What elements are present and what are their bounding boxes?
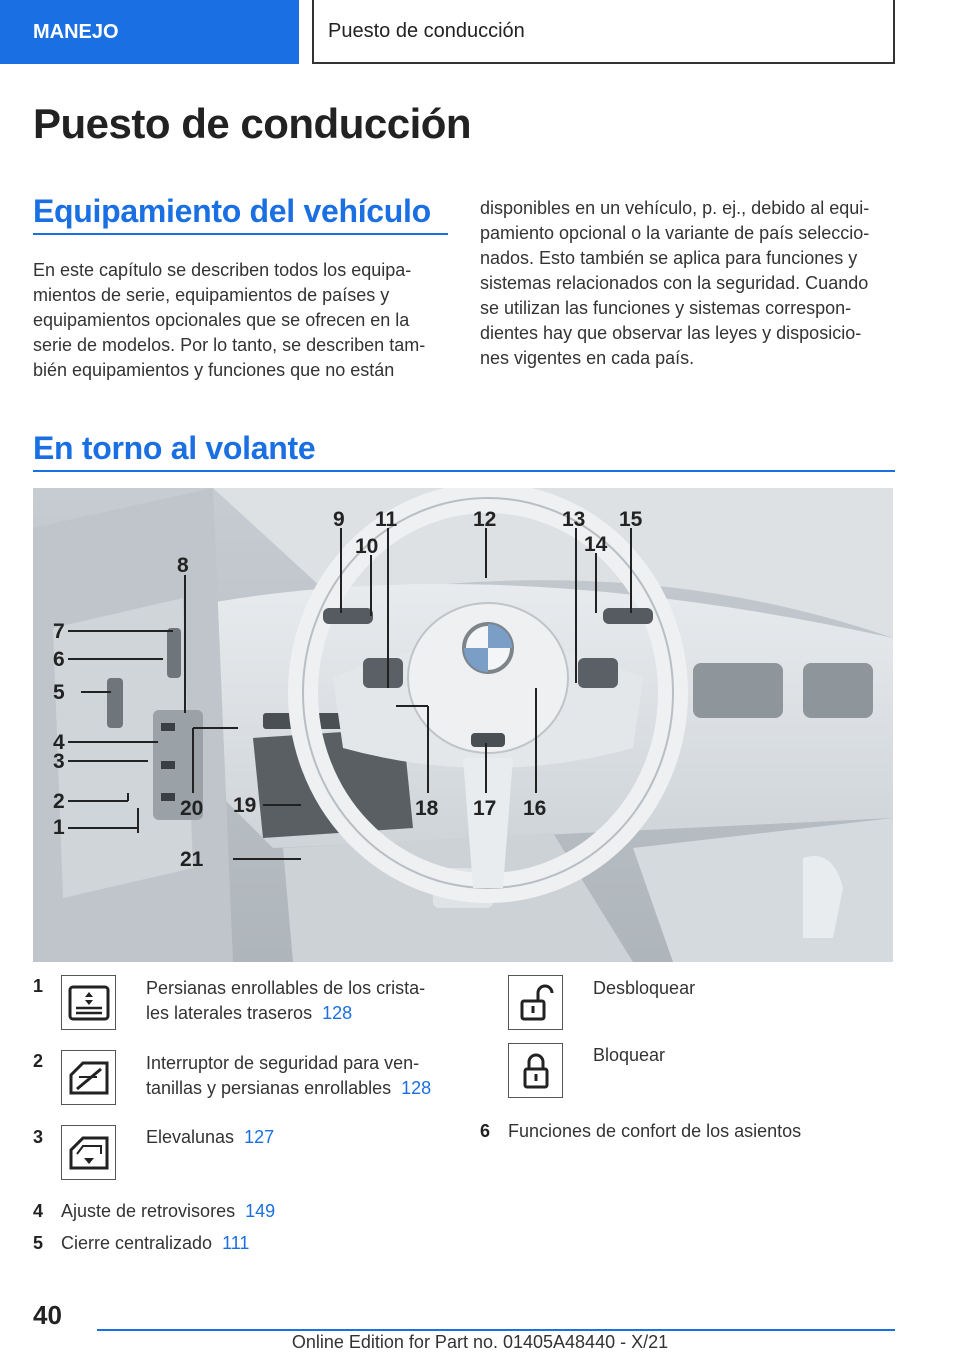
- legend-number: 5: [33, 1233, 44, 1253]
- legend-item-3: Elevalunas 127: [146, 1127, 275, 1147]
- page-reference-link[interactable]: 111: [222, 1233, 250, 1253]
- callout-5: 5: [53, 681, 65, 704]
- legend-item-4: Ajuste de retrovisores 149: [61, 1201, 276, 1221]
- legend-item-6: Funciones de confort de los asientos: [508, 1121, 802, 1141]
- callout-4: 4: [53, 731, 65, 754]
- callout-12: 12: [473, 508, 497, 531]
- legend-item-lock: Bloquear: [593, 1045, 666, 1065]
- equipment-paragraph-col1: En este capítulo se describen todos los equipa- mientos de serie, equipamientos de países y equipamientos opcionales que se ofrecen en la serie de modelos. Por lo tanto, se describen tam- bién equipamientos y funciones que no están: [33, 260, 426, 380]
- callout-3: 3: [53, 750, 65, 773]
- page-reference-link[interactable]: 128: [322, 1003, 353, 1023]
- section-title-steering: En torno al volante: [33, 430, 316, 466]
- callout-17: 17: [473, 797, 497, 820]
- section-title-equipment: Equipamiento del vehículo: [33, 193, 431, 229]
- power-window-icon: [61, 1125, 116, 1180]
- page-title: Puesto de conducción: [33, 100, 472, 147]
- unlock-icon: [508, 975, 563, 1030]
- lock-icon: [508, 1043, 563, 1098]
- section-rule: [33, 233, 448, 235]
- section-rule: [33, 470, 895, 472]
- legend-number: 2: [33, 1051, 44, 1071]
- callout-15: 15: [619, 508, 643, 531]
- equipment-paragraph-col2: disponibles en un vehículo, p. ej., debido al equi- pamiento opcional o la variante de país seleccio- nados. Esto también se aplica para funciones y sistemas relacionados con la seguridad. Cuando se utilizan las funciones y sistemas correspon- dientes hay que observar las leyes y disposicio- nes vigentes en cada país.: [480, 198, 870, 368]
- rear-blind-icon: [61, 975, 116, 1030]
- page-reference-link[interactable]: 127: [244, 1127, 275, 1147]
- legend-item-5: Cierre centralizado 111: [61, 1233, 250, 1253]
- footer-rule: [97, 1329, 895, 1331]
- callout-21: 21: [180, 848, 204, 871]
- section-tab: MANEJO: [0, 0, 299, 64]
- legend-number: 1: [33, 976, 44, 996]
- footer-edition: Online Edition for Part no. 01405A48440 - X/21: [291, 1332, 669, 1352]
- legend-item-2: Interruptor de seguridad para ven- tanillas y persianas enrollables 128: [146, 1053, 432, 1098]
- callout-7: 7: [53, 620, 65, 643]
- cockpit-illustration: [33, 488, 893, 962]
- callout-18: 18: [415, 797, 439, 820]
- callout-11: 11: [375, 508, 398, 531]
- callout-layer: [33, 488, 893, 962]
- window-safety-switch-icon: [61, 1050, 116, 1105]
- callout-20: 20: [180, 797, 204, 820]
- callout-2: 2: [53, 790, 65, 813]
- callout-8: 8: [177, 554, 189, 577]
- chapter-header: Puesto de conducción: [312, 0, 895, 64]
- legend-item-1: Persianas enrollables de los crista- les laterales traseros 128: [146, 978, 426, 1023]
- callout-14: 14: [584, 533, 608, 556]
- page-reference-link[interactable]: 149: [245, 1201, 276, 1221]
- callout-19: 19: [233, 794, 257, 817]
- callout-16: 16: [523, 797, 547, 820]
- callout-1: 1: [53, 816, 65, 839]
- legend-number: 4: [33, 1201, 44, 1221]
- callout-9: 9: [333, 508, 345, 531]
- legend-number: 3: [33, 1127, 44, 1147]
- legend-item-unlock: Desbloquear: [593, 978, 696, 998]
- callout-6: 6: [53, 648, 65, 671]
- callout-10: 10: [355, 535, 379, 558]
- callout-13: 13: [562, 508, 586, 531]
- page-reference-link[interactable]: 128: [401, 1078, 432, 1098]
- page-number: 40: [33, 1300, 62, 1330]
- legend-number: 6: [480, 1121, 491, 1141]
